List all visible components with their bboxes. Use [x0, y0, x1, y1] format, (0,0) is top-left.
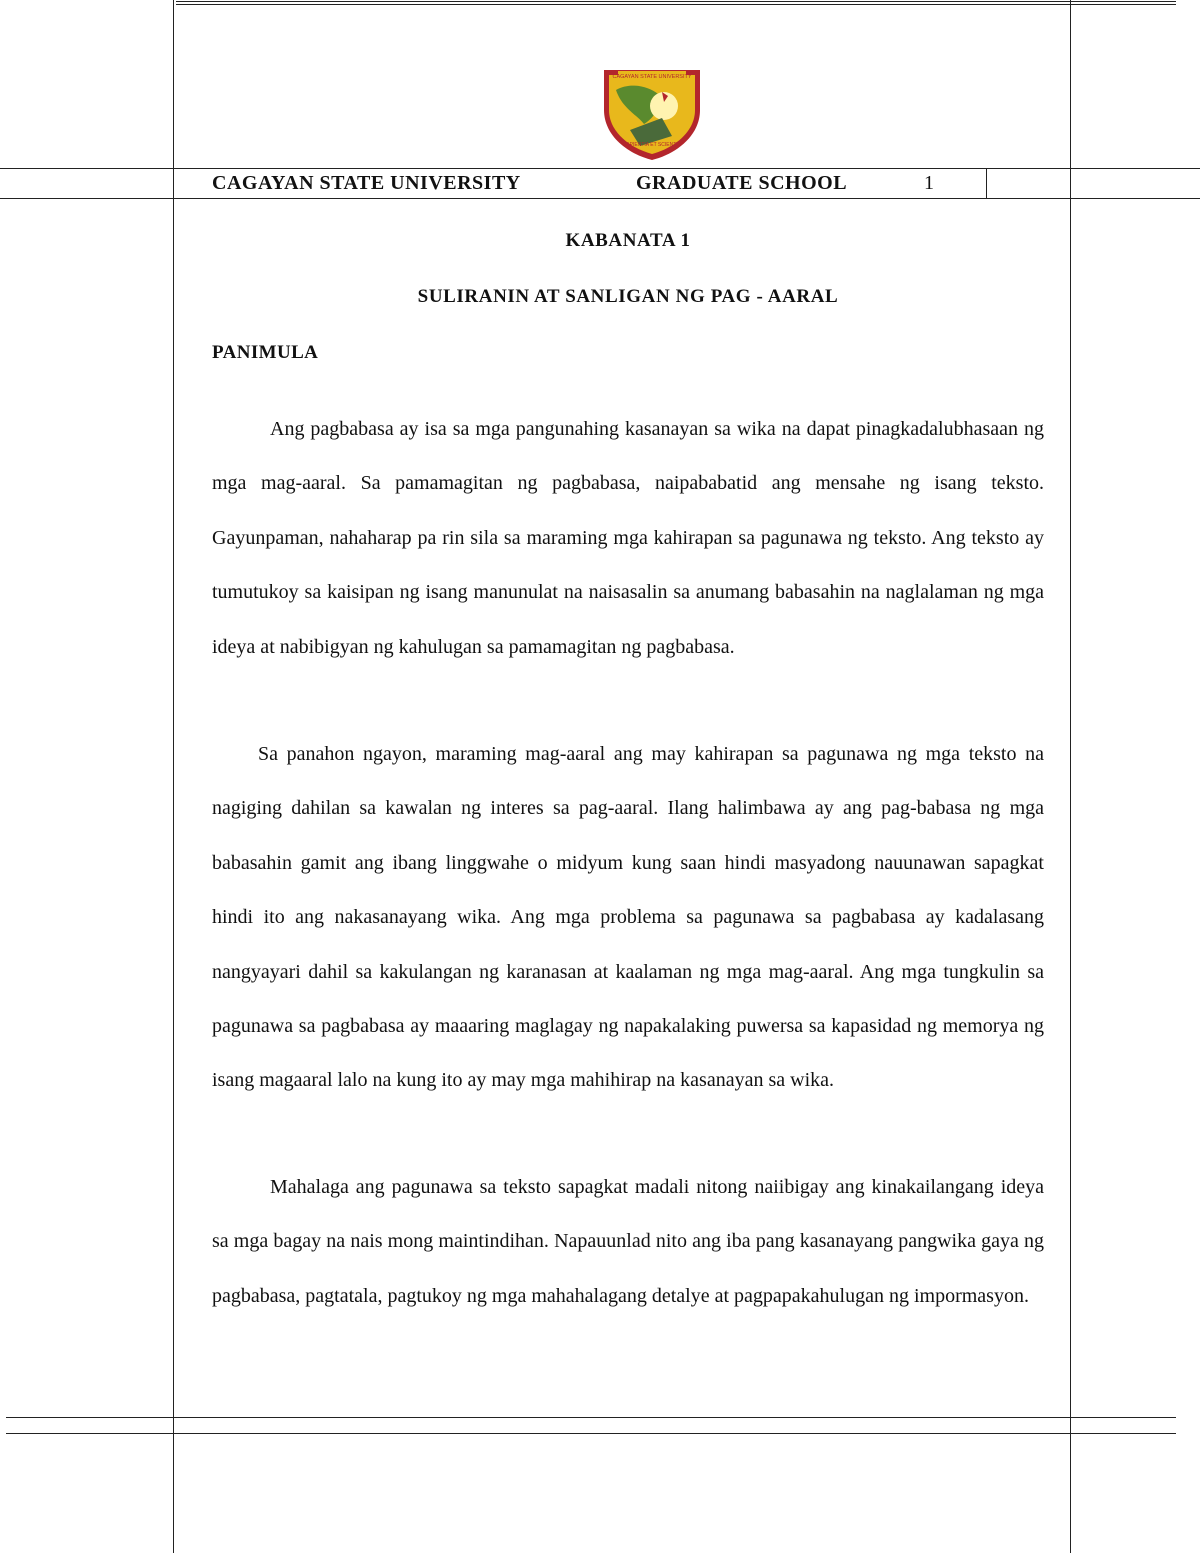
footer-line-lower	[6, 1433, 1176, 1434]
header-top-line	[0, 168, 1200, 169]
chapter-heading: KABANATA 1	[565, 230, 691, 251]
top-border	[176, 1, 1176, 2]
header-bottom-line	[0, 198, 1200, 199]
seal-top-text: CAGAYAN STATE UNIVERSITY	[612, 74, 692, 80]
document-header-row	[212, 170, 992, 198]
left-frame-line	[173, 0, 174, 1553]
body-paragraph-3: Mahalaga ang pagunawa sa teksto sapagkat madali nitong naiibigay ang kinakailangang ideya sa mga bagay na nais mong maintindihan. Napauunlad nito ang iba pang kasanayang pangwika gaya ng pagbabasa, pagtatala, pagtukoy ng mga mahahalagang detalye at pagpapakahulugan ng impormasyon.	[212, 1176, 1044, 1307]
body-paragraph-2: Sa panahon ngayon, maraming mag-aaral ang may kahirapan sa pagunawa ng mga teksto na nagiging dahilan sa kawalan ng interes sa pag-aaral. Ilang halimbawa ay ang pag-babasa ng mga babasahin gamit ang ibang linggwahe o midyum kung saan hindi masyadong nauunawan sapagkat hindi ito ang nakasanayang wika. Ang mga problema sa pagunawa sa pagbabasa ay kadalasang nangyayari dahil sa kakulangan ng karanasan at kaalaman ng mga mag-aaral. Ang mga tungkulin sa pagunawa sa pagbabasa ay maaaring maglagay ng napakalaking puwersa sa kapasidad ng memorya ng isang magaaral lalo na kung ito ay may mga mahihirap na kasanayan sa wika.	[212, 743, 1044, 1092]
top-border-double	[176, 4, 1176, 5]
section-heading: PANIMULA	[212, 342, 319, 363]
right-frame-line	[1070, 0, 1071, 1553]
university-seal-logo	[600, 66, 704, 162]
header-page-number: 1	[924, 172, 935, 194]
header-graduate-school: GRADUATE SCHOOL	[636, 172, 848, 194]
chapter-title: SULIRANIN AT SANLIGAN NG PAG - AARAL	[417, 286, 839, 307]
header-university: CAGAYAN STATE UNIVERSITY	[212, 172, 521, 194]
footer-line-upper	[6, 1417, 1176, 1418]
seal-bottom-text: SAPIENTIA ET SCIENTIA	[623, 142, 681, 148]
body-paragraph-1: Ang pagbabasa ay isa sa mga pangunahing kasanayan sa wika na dapat pinagkadalubhasaan ng mga mag-aaral. Sa pamamagitan ng pagbabasa, naipababatid ang mensahe ng isang teksto. Gayunpaman, nahaharap pa rin sila sa maraming mga kahirapan sa pagunawa ng teksto. Ang teksto ay tumutukoy sa kaisipan ng isang manunulat na naisasalin sa anumang babasahin na naglalaman ng mga ideya at nabibigyan ng kahulugan sa pamamagitan ng pagbabasa.	[212, 418, 1044, 658]
